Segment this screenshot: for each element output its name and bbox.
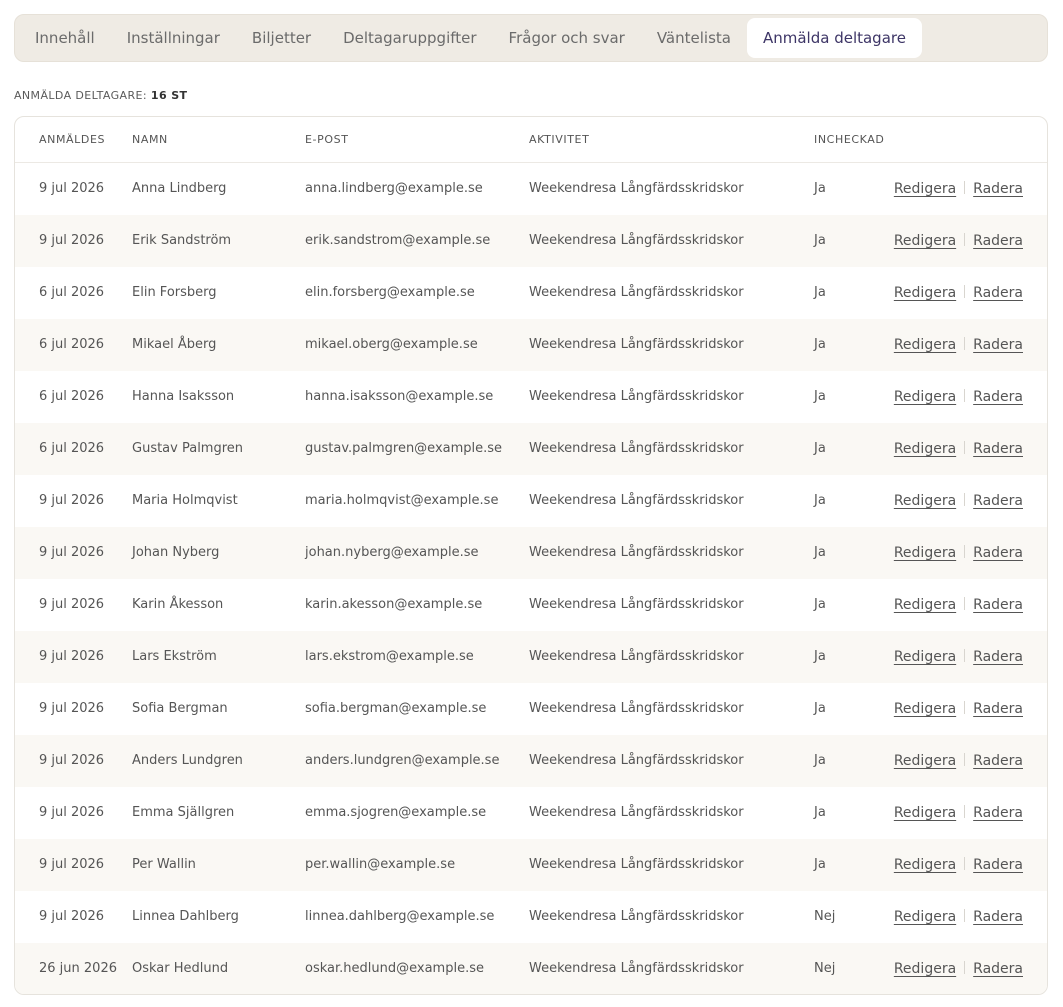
cell-date: 9 jul 2026 [39,909,105,924]
cell-email: elin.forsberg@example.se [305,285,475,300]
edit-link[interactable]: Redigera [893,961,957,977]
row-actions [894,423,1023,475]
edit-link[interactable]: Redigera [893,857,957,873]
cell-checked-in: Ja [814,181,826,196]
table-row [15,631,1047,683]
table-row [15,787,1047,839]
delete-link[interactable]: Radera [973,441,1023,457]
delete-link[interactable]: Radera [973,805,1023,821]
cell-checked-in: Ja [814,441,826,456]
cell-activity: Weekendresa Långfärdsskridskor [529,701,744,716]
delete-link[interactable]: Radera [973,701,1023,717]
cell-activity: Weekendresa Långfärdsskridskor [529,597,744,612]
delete-link[interactable]: Radera [973,961,1023,977]
cell-name: Per Wallin [132,857,196,872]
cell-name: Karin Åkesson [132,597,224,612]
cell-activity: Weekendresa Långfärdsskridskor [529,233,744,248]
cell-checked-in: Ja [814,701,826,716]
row-actions [894,943,1023,995]
cell-date: 6 jul 2026 [39,337,105,352]
edit-link[interactable]: Redigera [893,597,957,613]
cell-email: hanna.isaksson@example.se [305,389,494,404]
action-divider [964,649,965,662]
edit-link[interactable]: Redigera [893,805,957,821]
cell-name: Gustav Palmgren [132,441,244,456]
action-divider [964,857,965,870]
cell-checked-in: Ja [814,545,826,560]
cell-checked-in: Ja [814,597,826,612]
cell-checked-in: Ja [814,285,826,300]
cell-name: Anders Lundgren [132,753,243,768]
table-row [15,735,1047,787]
action-divider [964,597,965,610]
cell-activity: Weekendresa Långfärdsskridskor [529,805,744,820]
row-actions [894,319,1023,371]
tab-innehall[interactable]: Innehåll [35,29,95,47]
cell-name: Mikael Åberg [132,337,217,352]
delete-link[interactable]: Radera [973,285,1023,301]
table-body [15,163,1047,995]
cell-email: mikael.oberg@example.se [305,337,478,352]
cell-activity: Weekendresa Långfärdsskridskor [529,285,744,300]
table-row [15,839,1047,891]
cell-activity: Weekendresa Långfärdsskridskor [529,337,744,352]
cell-email: oskar.hedlund@example.se [305,961,484,976]
cell-email: johan.nyberg@example.se [305,545,479,560]
cell-checked-in: Ja [814,753,826,768]
row-actions [894,787,1023,839]
column-header-date: ANMÄLDES [39,133,106,146]
tab-fragor-och-svar[interactable]: Frågor och svar [508,29,625,47]
cell-date: 9 jul 2026 [39,597,105,612]
edit-link[interactable]: Redigera [893,441,957,457]
cell-date: 6 jul 2026 [39,285,105,300]
cell-name: Elin Forsberg [132,285,217,300]
cell-email: sofia.bergman@example.se [305,701,487,716]
tab-biljetter[interactable]: Biljetter [251,29,312,47]
table-row [15,891,1047,943]
cell-name: Erik Sandström [132,233,232,248]
cell-date: 9 jul 2026 [39,545,105,560]
cell-email: anders.lundgren@example.se [305,753,500,768]
cell-checked-in: Ja [814,233,826,248]
row-actions [894,735,1023,787]
row-actions [894,683,1023,735]
table-row [15,579,1047,631]
cell-date: 9 jul 2026 [39,181,105,196]
cell-date: 6 jul 2026 [39,441,105,456]
table-row [15,371,1047,423]
action-divider [964,181,965,194]
cell-name: Anna Lindberg [132,181,227,196]
cell-email: erik.sandstrom@example.se [305,233,491,248]
action-divider [964,493,965,506]
cell-activity: Weekendresa Långfärdsskridskor [529,181,744,196]
cell-date: 26 jun 2026 [39,961,117,976]
delete-link[interactable]: Radera [973,493,1023,509]
row-actions [894,579,1023,631]
delete-link[interactable]: Radera [973,597,1023,613]
row-actions [894,163,1023,215]
participant-count-value: 16 ST [150,89,188,102]
cell-date: 9 jul 2026 [39,493,105,508]
cell-activity: Weekendresa Långfärdsskridskor [529,389,744,404]
cell-email: karin.akesson@example.se [305,597,483,612]
cell-date: 9 jul 2026 [39,857,105,872]
table-row [15,319,1047,371]
cell-activity: Weekendresa Långfärdsskridskor [529,909,744,924]
row-actions [894,475,1023,527]
cell-activity: Weekendresa Långfärdsskridskor [529,961,744,976]
column-header-checked-in: INCHECKAD [814,133,885,146]
delete-link[interactable]: Radera [973,233,1023,249]
action-divider [964,753,965,766]
edit-link[interactable]: Redigera [893,181,957,197]
cell-checked-in: Ja [814,337,826,352]
cell-date: 6 jul 2026 [39,389,105,404]
cell-date: 9 jul 2026 [39,805,105,820]
column-header-name: NAMN [132,133,168,146]
cell-email: linnea.dahlberg@example.se [305,909,495,924]
cell-name: Sofia Bergman [132,701,228,716]
table-row [15,943,1047,995]
cell-email: lars.ekstrom@example.se [305,649,474,664]
cell-email: per.wallin@example.se [305,857,456,872]
participant-count-label: ANMÄLDA DELTAGARE: [14,89,147,102]
cell-email: anna.lindberg@example.se [305,181,483,196]
tab-anmalda-deltagare[interactable]: Anmälda deltagare [747,18,922,58]
cell-activity: Weekendresa Långfärdsskridskor [529,493,744,508]
edit-link[interactable]: Redigera [893,389,957,405]
table-row [15,683,1047,735]
action-divider [964,545,965,558]
cell-checked-in: Ja [814,649,826,664]
action-divider [964,233,965,246]
table-row [15,527,1047,579]
cell-date: 9 jul 2026 [39,233,105,248]
cell-activity: Weekendresa Långfärdsskridskor [529,857,744,872]
cell-email: emma.sjogren@example.se [305,805,487,820]
cell-name: Lars Ekström [132,649,217,664]
edit-link[interactable]: Redigera [893,493,957,509]
edit-link[interactable]: Redigera [893,753,957,769]
action-divider [964,441,965,454]
cell-email: maria.holmqvist@example.se [305,493,499,508]
tab-installningar[interactable]: Inställningar [126,29,220,47]
table-row [15,215,1047,267]
tab-vantelista[interactable]: Väntelista [656,29,731,47]
cell-checked-in: Ja [814,857,826,872]
table-row [15,423,1047,475]
delete-link[interactable]: Radera [973,649,1023,665]
cell-name: Emma Själlgren [132,805,235,820]
action-divider [964,909,965,922]
delete-link[interactable]: Radera [973,909,1023,925]
table-header [15,117,1047,163]
cell-activity: Weekendresa Långfärdsskridskor [529,441,744,456]
cell-checked-in: Ja [814,389,826,404]
cell-checked-in: Nej [814,961,836,976]
cell-name: Linnea Dahlberg [132,909,239,924]
cell-activity: Weekendresa Långfärdsskridskor [529,753,744,768]
cell-checked-in: Ja [814,493,826,508]
action-divider [964,961,965,974]
cell-activity: Weekendresa Långfärdsskridskor [529,649,744,664]
delete-link[interactable]: Radera [973,181,1023,197]
edit-link[interactable]: Redigera [893,909,957,925]
column-header-activity: AKTIVITET [529,133,590,146]
action-divider [964,701,965,714]
cell-email: gustav.palmgren@example.se [305,441,503,456]
tab-bar [14,14,1048,62]
edit-link[interactable]: Redigera [893,337,957,353]
delete-link[interactable]: Radera [973,857,1023,873]
cell-checked-in: Nej [814,909,836,924]
cell-date: 9 jul 2026 [39,753,105,768]
action-divider [964,389,965,402]
delete-link[interactable]: Radera [973,545,1023,561]
delete-link[interactable]: Radera [973,753,1023,769]
cell-checked-in: Ja [814,805,826,820]
action-divider [964,337,965,350]
delete-link[interactable]: Radera [973,389,1023,405]
edit-link[interactable]: Redigera [893,701,957,717]
row-actions [894,839,1023,891]
row-actions [894,631,1023,683]
row-actions [894,891,1023,943]
cell-date: 9 jul 2026 [39,649,105,664]
edit-link[interactable]: Redigera [893,545,957,561]
table-row [15,475,1047,527]
edit-link[interactable]: Redigera [893,649,957,665]
action-divider [964,805,965,818]
delete-link[interactable]: Radera [973,337,1023,353]
table-row [15,163,1047,215]
edit-link[interactable]: Redigera [893,285,957,301]
table-row [15,267,1047,319]
cell-date: 9 jul 2026 [39,701,105,716]
row-actions [894,267,1023,319]
column-header-email: E-POST [305,133,349,146]
cell-activity: Weekendresa Långfärdsskridskor [529,545,744,560]
edit-link[interactable]: Redigera [893,233,957,249]
tab-deltagaruppgifter[interactable]: Deltagaruppgifter [343,29,477,47]
row-actions [894,527,1023,579]
cell-name: Hanna Isaksson [132,389,235,404]
row-actions [894,371,1023,423]
action-divider [964,285,965,298]
cell-name: Oskar Hedlund [132,961,229,976]
cell-name: Maria Holmqvist [132,493,238,508]
participant-count [14,89,187,102]
row-actions [894,215,1023,267]
cell-name: Johan Nyberg [132,545,220,560]
participants-table [14,116,1048,995]
